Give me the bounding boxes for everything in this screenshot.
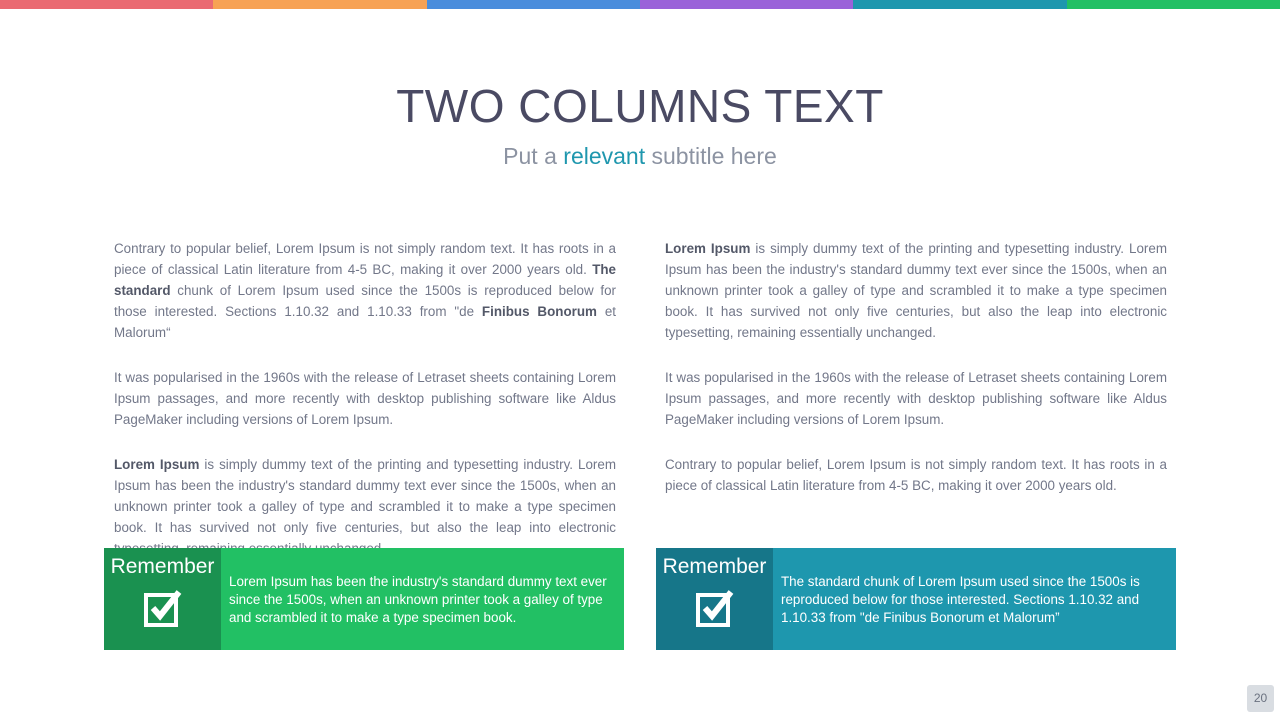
subtitle-text-after: subtitle here: [645, 143, 777, 169]
right-paragraph-1: Lorem Ipsum is simply dummy text of the printing and typesetting industry. Lorem Ipsum has been the industry's standard dummy text ever since the 1500s, when an unknown printer took a galley of type and scrambled it to make a type specimen book. It has survived not only five centuries, but also the leap into electronic typesetting, remaining essentially unchanged.: [665, 241, 1167, 340]
page-number: 20: [1247, 685, 1274, 712]
remember-text-left: Lorem Ipsum has been the industry's standard dummy text ever since the 1500s, when an unknown printer took a galley of type and scrambled it to make a type specimen book.: [229, 574, 607, 625]
right-paragraph-3: Contrary to popular belief, Lorem Ipsum is not simply random text. It has roots in a piece of classical Latin literature from 4-5 BC, making it over 2000 years old.: [665, 457, 1167, 493]
top-bar-segment-blue: [427, 0, 640, 9]
top-bar-segment-green: [1067, 0, 1280, 9]
checkbox-check-icon: [143, 588, 183, 633]
left-paragraph-2: It was popularised in the 1960s with the release of Letraset sheets containing Lorem Ipsum passages, and more recently with desktop publishing software like Aldus PageMaker including versions of Lorem Ipsum.: [114, 370, 616, 427]
subtitle-highlight: relevant: [563, 143, 646, 169]
remember-box-right: [656, 548, 1176, 650]
remember-box-left: [104, 548, 624, 650]
remember-side-right: [656, 548, 773, 650]
left-paragraph-1: Contrary to popular belief, Lorem Ipsum is not simply random text. It has roots in a piece of classical Latin literature from 4-5 BC, making it over 2000 years old. The standard chunk of Lorem Ipsum used since the 1500s is reproduced below for those interested. Sections 1.10.32 and 1.10.33 from "de Finibus Bonorum et Malorum“: [114, 241, 616, 340]
left-paragraph-3: Lorem Ipsum is simply dummy text of the printing and typesetting industry. Lorem Ipsum has been the industry's standard dummy text ever since the 1500s, when an unknown printer took a galley of type and scrambled it to make a type specimen book. It has survived not only five centuries, but also the leap into electronic: [114, 457, 616, 535]
right-text-column: [665, 238, 1167, 520]
remember-label: Remember: [662, 555, 767, 578]
remember-text-right: The standard chunk of Lorem Ipsum used since the 1500s is reproduced below for those interested. Sections 1.10.32 and 1.10.33 from "de Finibus Bonorum et Malorum”: [781, 574, 1140, 625]
slide-title: TWO COLUMNS TEXT: [396, 80, 884, 132]
checkbox-check-icon: [695, 588, 735, 633]
left-text-column: [114, 238, 616, 583]
top-bar-segment-teal: [853, 0, 1066, 9]
top-bar-segment-purple: [640, 0, 853, 9]
remember-side-left: [104, 548, 221, 650]
color-top-bar: [0, 0, 1280, 9]
top-bar-segment-orange: [213, 0, 426, 9]
right-paragraph-2: It was popularised in the 1960s with the release of Letraset sheets containing Lorem Ipsum passages, and more recently with desktop publishing software like Aldus PageMaker including versions of Lorem Ipsum.: [665, 370, 1167, 427]
top-bar-segment-red: [0, 0, 213, 9]
slide-subtitle: [0, 141, 1280, 171]
remember-label: Remember: [110, 555, 215, 578]
subtitle-text-before: Put a: [503, 143, 564, 169]
